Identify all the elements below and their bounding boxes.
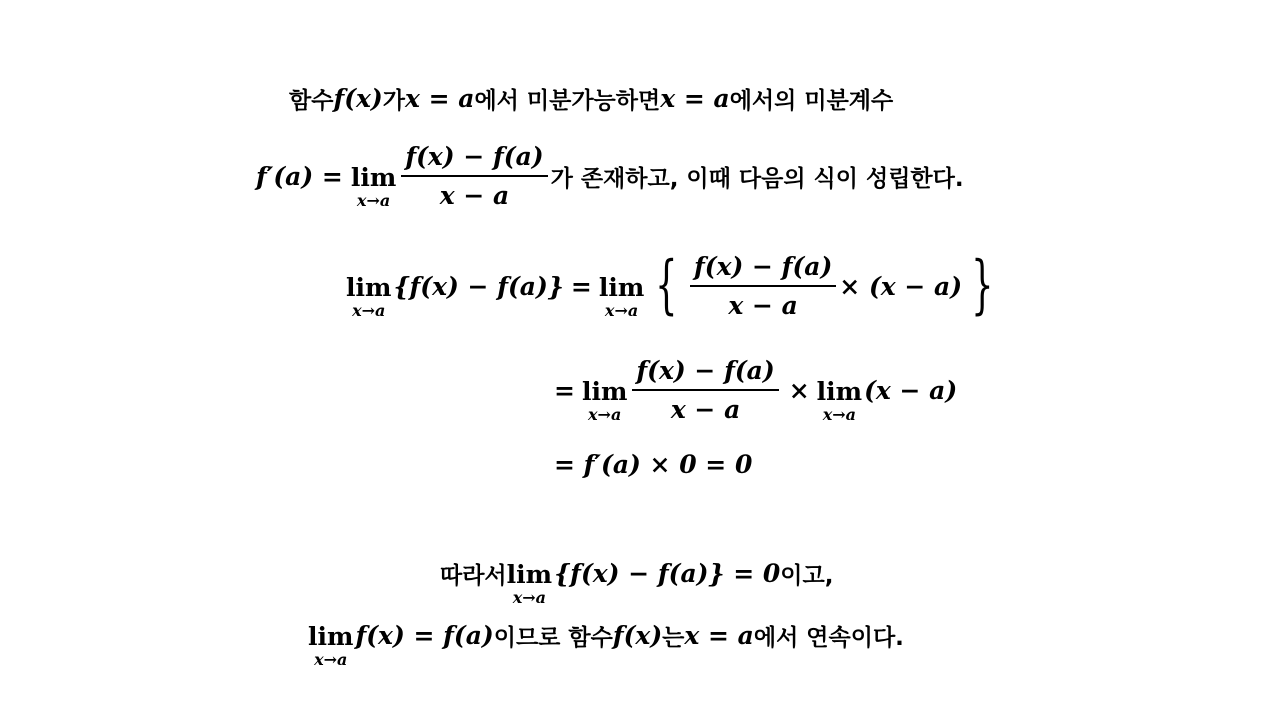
math-fx: f(x) — [612, 620, 663, 650]
text: 에서 미분가능하면 — [474, 88, 661, 114]
equation-line-3 — [554, 450, 752, 479]
conclusion-line-1 — [440, 540, 833, 606]
left-brace: { — [655, 248, 678, 323]
text: 이므로 함수 — [493, 624, 613, 651]
text: 가 — [382, 88, 405, 114]
math-x-eq-a: x = a — [660, 84, 730, 113]
difference-quotient: $\frac{f(x) - f(a)}{x - a}$ — [401, 142, 547, 210]
math-expression: × (x − a) — [839, 271, 963, 301]
text: 에서 연속이다. — [753, 624, 904, 651]
math-fx: f(x) — [333, 84, 383, 113]
equation-line-1 — [346, 248, 1003, 323]
conclusion-line-2 — [308, 602, 904, 668]
text: 함수 — [289, 88, 334, 114]
math-expression: f(x) = f(a) — [355, 620, 494, 650]
math-expression: {f(x) − f(a)} = 0 — [554, 558, 781, 588]
math-expression: = f′(a) × 0 = 0 — [554, 450, 753, 479]
math-expression: {f(x) − f(a)} — [393, 271, 564, 301]
equals-sign: = — [554, 375, 575, 405]
text: 에서의 미분계수 — [729, 88, 894, 114]
text: 가 존재하고, 이때 다음의 식이 성립한다. — [550, 165, 964, 192]
limit-operator: lim x→a — [581, 377, 628, 424]
math-x-eq-a: x = a — [404, 84, 475, 113]
statement-line-1 — [289, 82, 893, 115]
limit-operator: lim x→a — [816, 377, 863, 424]
limit-operator: lim x→a — [506, 560, 553, 607]
math-x-eq-a: x = a — [684, 620, 754, 650]
math-expression: (x − a) — [864, 375, 958, 405]
text: 는 — [662, 624, 685, 651]
right-brace: } — [971, 248, 994, 323]
limit-operator: lim x→a — [346, 273, 392, 320]
text: 이고, — [780, 562, 834, 589]
equals-sign: = — [570, 271, 592, 301]
text: 따라서 — [440, 562, 507, 589]
limit-operator: lim x→a — [308, 622, 354, 669]
derivative-definition-line — [256, 142, 964, 210]
times-sign: × — [788, 375, 810, 405]
difference-quotient: $\frac{f(x) - f(a)}{x - a}$ — [632, 356, 778, 424]
equation-line-2 — [554, 356, 957, 424]
limit-operator: lim x→a — [598, 273, 645, 320]
difference-quotient: $\frac{f(x) - f(a)}{x - a}$ — [690, 252, 836, 320]
limit-operator: lim x→a — [350, 163, 397, 210]
math-fprime-a-eq: f′(a) = — [256, 161, 343, 191]
